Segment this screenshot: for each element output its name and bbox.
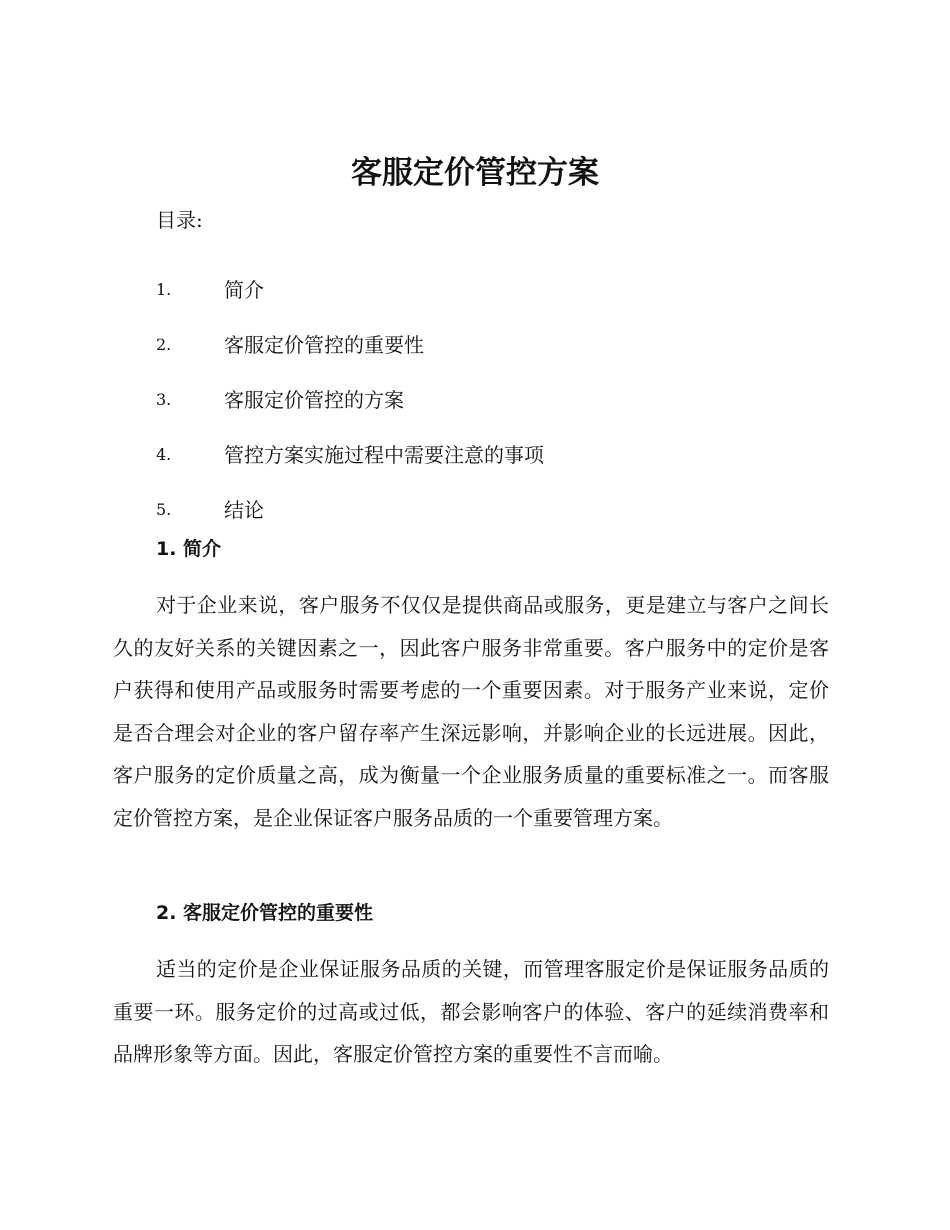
toc-item-number: 3. (156, 389, 172, 409)
toc-item-text: 管控方案实施过程中需要注意的事项 (224, 442, 544, 467)
toc-item-number: 1. (156, 279, 172, 299)
section-heading-introduction: 1. 简介 (156, 538, 222, 560)
toc-item (156, 427, 544, 482)
toc-item-number: 2. (156, 334, 172, 354)
toc-item-number: 4. (156, 444, 172, 464)
toc-item-text: 结论 (224, 497, 264, 522)
toc-item (156, 372, 544, 427)
table-of-contents (156, 262, 544, 537)
toc-item (156, 262, 544, 317)
toc-item-number: 5. (156, 499, 172, 519)
section-paragraph-introduction: 对于企业来说，客户服务不仅仅是提供商品或服务，更是建立与客户之间长久的友好关系的关键因素之一，因此客户服务非常重要。客户服务中的定价是客户获得和使用产品或服务时需要考虑的一个重要因素。对于服务产业来说，定价是否合理会对企业的客户留存率产生深远影响，并影响企业的长远进展。因此，客户服务的定价质量之高，成为衡量一个企业服务质量的重要标准之一。而客服定价管控方案，是企业保证客户服务品质的一个重要管理方案。 (113, 593, 829, 830)
toc-item (156, 317, 544, 372)
section-paragraph-importance: 适当的定价是企业保证服务品质的关键，而管理客服定价是保证服务品质的重要一环。服务定价的过高或过低，都会影响客户的体验、客户的延续消费率和品牌形象等方面。因此，客服定价管控方案的重要性不言而喻。 (113, 957, 829, 1066)
section-heading-importance: 2. 客服定价管控的重要性 (156, 902, 374, 924)
toc-label: 目录: (156, 208, 203, 232)
toc-item-text: 简介 (224, 277, 264, 302)
toc-item (156, 482, 544, 537)
toc-item-text: 客服定价管控的重要性 (224, 332, 424, 357)
toc-item-text: 客服定价管控的方案 (224, 387, 404, 412)
document-title: 客服定价管控方案 (351, 155, 599, 191)
